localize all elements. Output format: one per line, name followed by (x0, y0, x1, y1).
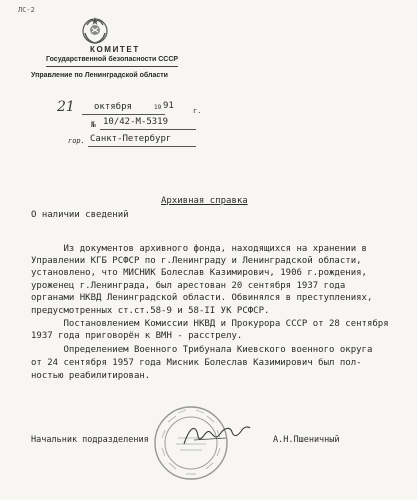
body-line-3: установлено, что МИСНИК Болеслав Казимирович, 1906 г.рождения, (31, 268, 367, 278)
body-line-5: органами НКВД Ленинградской области. Обвинялся в преступлениях, (31, 293, 373, 303)
body-line-1: Из документов архивного фонда, находящихся на хранении в (31, 244, 367, 254)
city-prefix: гор. (68, 137, 85, 145)
signatory-name: А.Н.Пшеничный (273, 435, 340, 445)
body-line-8: 1937 года приговорён к ВМН - расстрелу. (31, 331, 243, 341)
signatory-title: Начальник подразделения (31, 435, 149, 445)
document-form-code: ЛС-2 (18, 6, 35, 14)
header-divider (46, 66, 178, 67)
date-year-prefix: 19 (154, 104, 162, 111)
body-line-6: предусмотренных ст.ст.58-9 и 58-II УК РСФСР. (31, 306, 270, 316)
date-underline (82, 114, 165, 115)
number-underline (100, 129, 196, 130)
number-sign: № (91, 120, 96, 129)
city-name: Санкт-Петербург (90, 134, 172, 144)
body-line-7: Постановлением Комиссии НКВД и Прокурора СССР от 28 сентября (31, 319, 389, 329)
agency-name: Государственной безопасности СССР (46, 56, 179, 63)
committee-name: КОМИТЕТ (90, 45, 140, 54)
body-line-4: уроженец г.Ленинграда, был арестован 20 сентября 1937 года (31, 281, 346, 291)
document-subject: О наличии сведений (31, 210, 129, 220)
body-line-10: от 24 сентября 1957 года Мисник Болеслав Казимирович был пол- (31, 358, 362, 368)
date-year: 91 (163, 101, 174, 111)
date-suffix: г. (193, 107, 202, 115)
body-line-11: ностью реабилитирован. (31, 371, 151, 381)
document-number: 10/42-М-5319 (103, 117, 169, 127)
document-title: Архивная справка (161, 196, 248, 206)
state-emblem-icon (79, 15, 111, 47)
department-name: Управление по Ленинградской области (31, 72, 168, 79)
date-day-handwritten: 21 (57, 99, 75, 115)
handwritten-signature (180, 418, 252, 452)
city-underline (88, 146, 196, 147)
body-line-9: Определением Военного Трибунала Киевского военного округа (31, 345, 373, 355)
date-month: октября (94, 102, 132, 112)
body-line-2: Управлении КГБ РСФСР по г.Ленинграду и Ленинградской области, (31, 256, 362, 266)
